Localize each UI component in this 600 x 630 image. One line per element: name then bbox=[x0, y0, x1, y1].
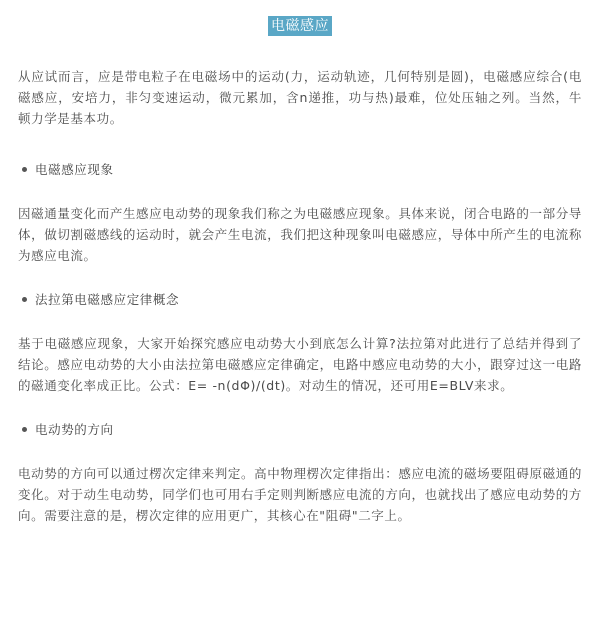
title-area bbox=[18, 0, 582, 52]
page-title: 电磁感应 bbox=[268, 16, 332, 36]
section-heading-text: 法拉第电磁感应定律概念 bbox=[35, 292, 180, 307]
section-body-phenomenon: 因磁通量变化而产生感应电动势的现象我们称之为电磁感应现象。具体来说，闭合电路的一部分导体，做切割磁感线的运动时，就会产生电流，我们把这种现象叫电磁感应，导体中所产生的电流称为感应电流。 bbox=[18, 206, 582, 263]
bullet-icon bbox=[22, 427, 27, 432]
section-heading-text: 电磁感应现象 bbox=[35, 162, 114, 177]
intro-paragraph: 从应试而言，应是带电粒子在电磁场中的运动(力，运动轨迹，几何特别是圆)，电磁感应综合(电磁感应，安培力，非匀变速运动，微元累加，含n递推，功与热)最难，位处压轴之列。当然，牛顿力学是基本功。 bbox=[18, 69, 582, 126]
section-heading-faraday-law bbox=[18, 289, 582, 310]
section-body-faraday-law: 基于电磁感应现象，大家开始探究感应电动势大小到底怎么计算?法拉第对此进行了总结并得到了结论。感应电动势的大小由法拉第电磁感应定律确定，电路中感应电动势的大小，跟穿过这一电路的磁通变化率成正比。公式：E= -n(dΦ)/(dt)。对动生的情况，还可用E=BLV来求。 bbox=[18, 336, 582, 393]
bullet-icon bbox=[22, 167, 27, 172]
section-heading-emf-direction bbox=[18, 419, 582, 440]
section-heading-phenomenon bbox=[18, 159, 582, 180]
section-body-emf-direction: 电动势的方向可以通过楞次定律来判定。高中物理楞次定律指出：感应电流的磁场要阻碍原磁通的变化。对于动生电动势，同学们也可用右手定则判断感应电流的方向，也就找出了感应电动势的方向。需要注意的是，楞次定律的应用更广，其核心在"阻碍"二字上。 bbox=[18, 466, 582, 523]
section-heading-text: 电动势的方向 bbox=[35, 422, 114, 437]
bullet-icon bbox=[22, 297, 27, 302]
